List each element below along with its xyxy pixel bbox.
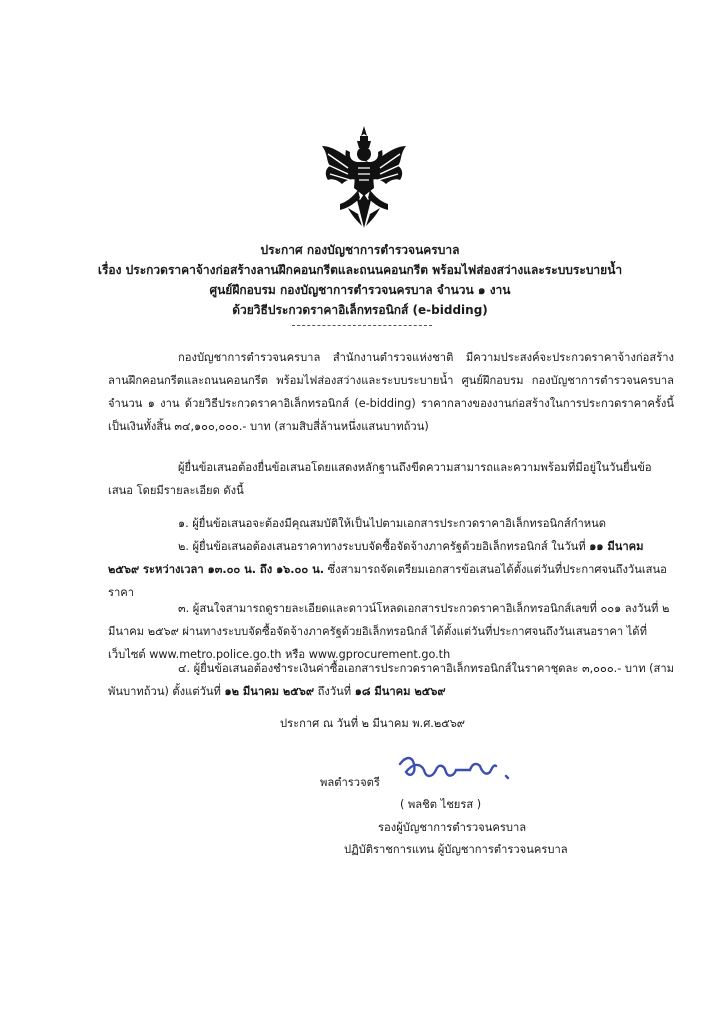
item-2-text-b: ซึ่งสามารถจัดเตรียมเอกสารข้อเสนอได้ตั้งแต่วันที่ประกาศจนถึงวันเสนอราคา	[108, 563, 667, 599]
header-divider	[292, 325, 432, 326]
item-4-text-mid: ถึงวันที่	[317, 685, 352, 698]
announce-date: ประกาศ ณ วันที่ ๒ มีนาคม พ.ศ.๒๕๖๙	[280, 717, 466, 730]
bidder-paragraph	[108, 456, 674, 502]
announcement-title: ประกาศ กองบัญชาการตำรวจนครบาล	[260, 243, 460, 257]
bidder-text: ผู้ยื่นข้อเสนอต้องยื่นข้อเสนอโดยแสดงหลักฐานถึงขีดความสามารถและความพร้อมที่มีอยู่ในวันยื่นข้อเสนอ โดยมีรายละเอียด ดังนี้	[108, 461, 652, 497]
item-1-text: ๑. ผู้ยื่นข้อเสนอจะต้องมีคุณสมบัติให้เป็นไปตามเอกสารประกวดราคาอิเล็กทรอนิกส์กำหนด	[178, 517, 607, 530]
item-4-bold-1: ๑๒ มีนาคม ๒๕๖๙	[224, 685, 315, 698]
intro-text: กองบัญชาการตำรวจนครบาล สำนักงานตำรวจแห่งชาติ มีความประสงค์จะประกวดราคาจ้างก่อสร้างลานฝึกคอนกรีตและถนนคอนกรีต พร้อมไฟส่องสว่างและระบบระบายน้ำ ศูนย์ฝึกอบรม กองบัญชาการตำรวจนครบาล จำนวน ๑ งาน ด้วยวิธีประกวดราคาอิเล็กทรอนิกส์ (e-bidding) ราคากลางของงานก่อสร้างในการประกวดราคาครั้งนี้ เป็นเงินทั้งสิ้น ๓๔,๑๐๐,๐๐๐.- บาท (สามสิบสี่ล้านหนึ่งแสนบาทถ้วน)	[108, 351, 674, 433]
signer-position-1: รองผู้บัญชาการตำรวจนครบาล	[378, 821, 527, 834]
list-item	[108, 597, 674, 666]
item-4-text-a: ๔. ผู้ยื่นข้อเสนอต้องชำระเงินค่าซื้อเอกสารประกวดราคาอิเล็กทรอนิกส์ในราคาชุดละ ๓,๐๐๐.- บาท (สามพันบาทถ้วน) ตั้งแต่วันที่	[108, 662, 674, 698]
signer-position-2: ปฏิบัติราชการแทน ผู้บัญชาการตำรวจนครบาล	[344, 843, 568, 856]
signer-rank: พลตำรวจตรี	[320, 776, 380, 789]
intro-paragraph	[108, 346, 674, 438]
item-2-text-a: ๒. ผู้ยื่นข้อเสนอต้องเสนอราคาทางระบบจัดซื้อจัดจ้างภาครัฐด้วยอิเล็กทรอนิกส์ ในวันที่	[178, 540, 586, 553]
garuda-emblem-icon	[318, 124, 410, 230]
announcement-subject: เรื่อง ประกวดราคาจ้างก่อสร้างลานฝึกคอนกรีตและถนนคอนกรีต พร้อมไฟส่องสว่างและระบบระบายน้ำ	[97, 263, 623, 277]
item-2-bold: ๑๑ มีนาคม ๒๕๖๙ ระหว่างเวลา ๑๓.๐๐ น. ถึง ๑๖.๐๐ น.	[108, 540, 644, 576]
item-4-bold-2: ๑๘ มีนาคม ๒๕๖๙	[354, 685, 446, 698]
list-item	[108, 657, 674, 703]
item-3-text: ๓. ผู้สนใจสามารถดูรายละเอียดและดาวน์โหลดเอกสารประกวดราคาอิเล็กทรอนิกส์เลขที่ ๐๐๑ ลงวันที่ ๒ มีนาคม ๒๕๖๙ ผ่านทางระบบจัดซื้อจัดจ้างภาครัฐด้วยอิเล็กทรอนิกส์ ได้ตั้งแต่วันที่ประกาศจนถึงวันเสนอราคา ได้ที่เว็บไซต์ www.metro.police.go.th หรือ www.gprocurement.go.th	[108, 602, 670, 661]
signature-scribble-icon	[396, 754, 528, 790]
signer-name: ( พลชิต ไชยรส )	[400, 798, 482, 811]
announcement-center: ศูนย์ฝึกอบรม กองบัญชาการตำรวจนครบาล จำนวน ๑ งาน	[209, 283, 511, 297]
list-item	[108, 512, 674, 535]
announcement-method: ด้วยวิธีประกวดราคาอิเล็กทรอนิกส์ (e-bidding)	[232, 303, 488, 317]
list-item	[108, 535, 674, 604]
